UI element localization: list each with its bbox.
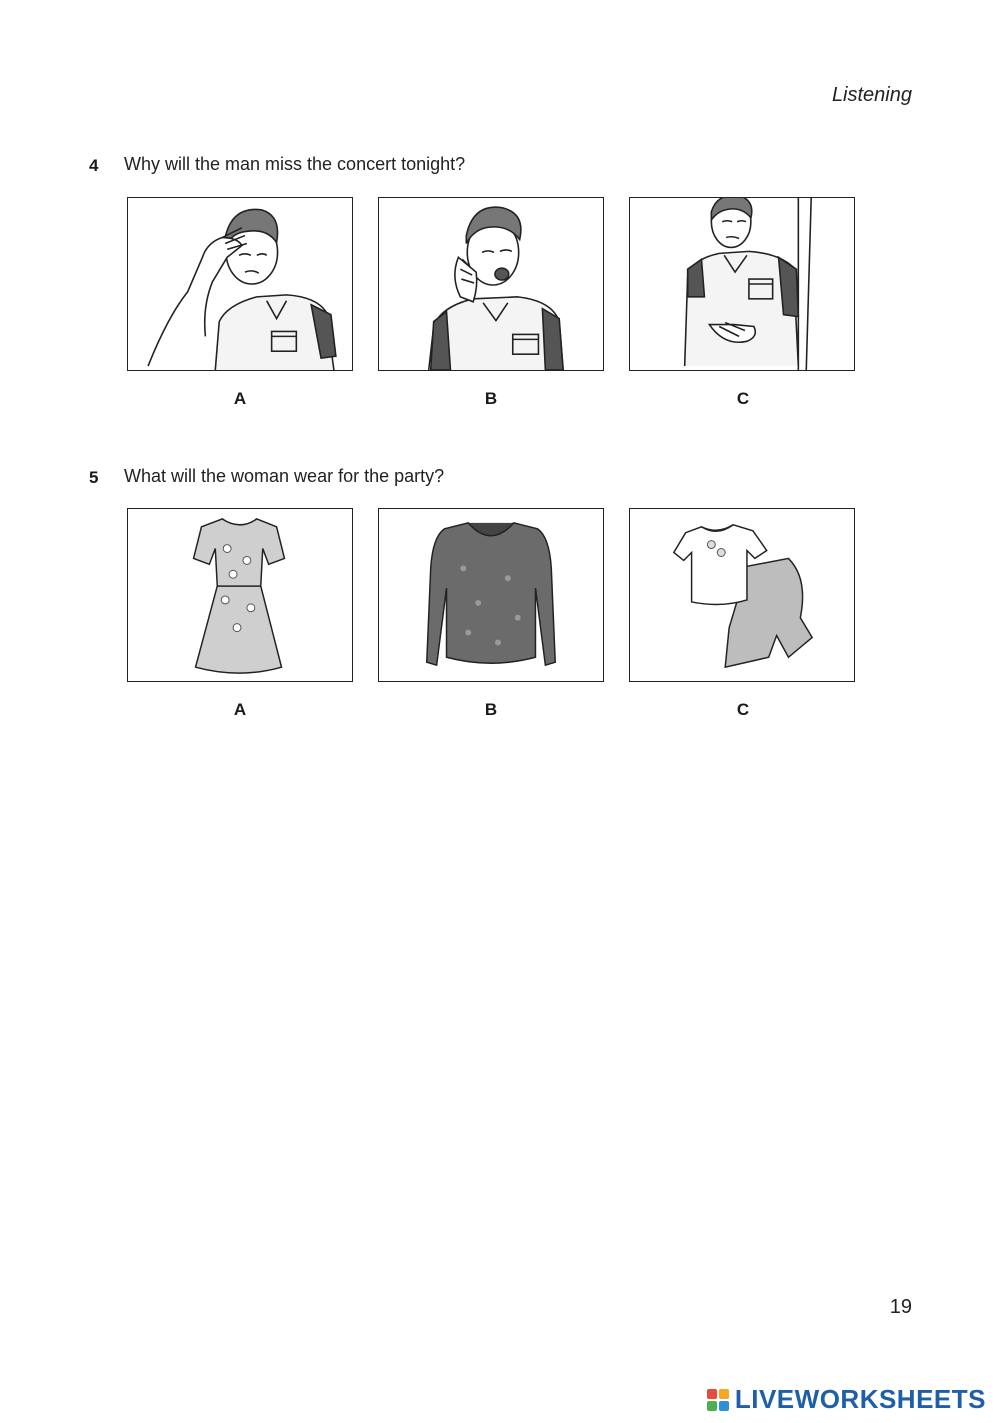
liveworksheets-logo[interactable]: [707, 1384, 986, 1415]
liveworksheets-logo-text: LIVEWORKSHEETS: [734, 1384, 986, 1414]
section-title: Listening: [831, 84, 912, 106]
question-4-option-c-picture[interactable]: [629, 197, 855, 371]
question-4-text: Why will the man miss the concert tonight?: [124, 154, 466, 174]
question-5-option-b-label: B: [484, 700, 498, 719]
question-4-option-b-picture[interactable]: [378, 197, 604, 371]
question-5-option-c-picture[interactable]: [629, 508, 855, 682]
question-4-option-c-label: C: [736, 389, 750, 408]
question-4-option-b-label: B: [484, 389, 498, 408]
question-5-option-c-label: C: [736, 700, 750, 719]
liveworksheets-logo-icon: [707, 1389, 729, 1411]
dress-icon: [128, 509, 352, 681]
sweater-icon: [379, 509, 603, 681]
question-4-number: 4: [89, 156, 99, 175]
question-5-option-b-picture[interactable]: [378, 508, 604, 682]
stomachache-man-icon: [630, 198, 854, 370]
question-5-text: What will the woman wear for the party?: [124, 466, 445, 486]
question-4-option-a-picture[interactable]: [127, 197, 353, 371]
tshirt-and-trousers-icon: [630, 509, 854, 681]
headache-man-icon: [128, 198, 352, 370]
page-number: 19: [889, 1296, 912, 1318]
question-5-option-a-picture[interactable]: [127, 508, 353, 682]
question-5-option-a-label: A: [233, 700, 247, 719]
toothache-man-icon: [379, 198, 603, 370]
question-4-option-a-label: A: [233, 389, 247, 408]
question-5-number: 5: [89, 468, 99, 487]
